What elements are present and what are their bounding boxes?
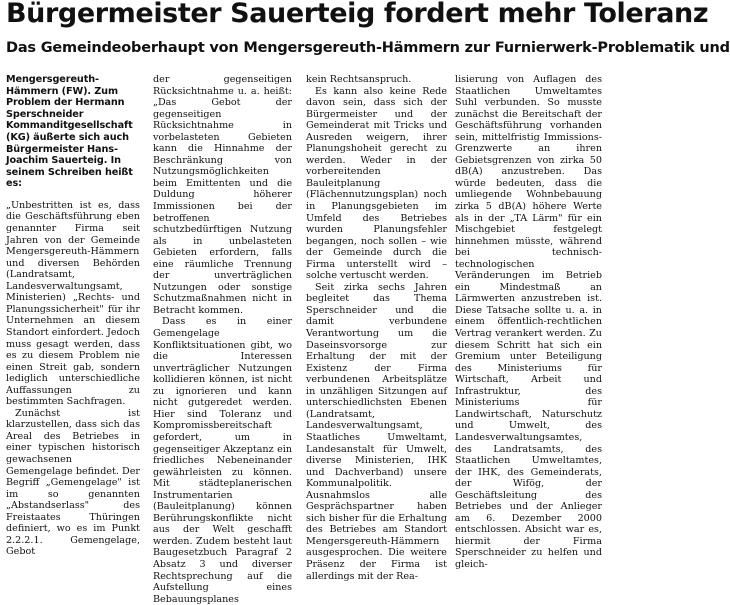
article-column-4 [455, 74, 602, 570]
article-lead: Mengersgereuth-Hämmern (FW). Zum Problem der Hermann Sperschneider Kommanditgesellschaft (KG) äußerte sich auch Bürgermeister Hans-Joachim Sauerteig. In seinem Schreiben heißt es: [6, 74, 133, 190]
paragraph: der gegenseitigen Rücksichtnahme u. a. heißt: „Das Gebot der gegenseitigen Rücksichtnahme in vorbelasteten Gebieten kann die Hinnahme der Beschränkung von Nutzungsmöglichkeiten beim Emittenten und die Duldung höherer Immissionen bei der betroffenen schutzbedürftigen Nutzung als in unbelasteten Gebieten erfordern, falls eine räumliche Trennung der unverträglichen Nutzungen oder sonstige Schutzmaßnahmen nicht in Betracht kommen. [153, 74, 292, 316]
article-column-1 [6, 74, 140, 558]
paragraph: Es kann also keine Rede davon sein, dass sich der Bürgermeister und der Gemeinderat mit Tricks und Ausreden weigern, ihrer Planungshoheit gerecht zu werden. Weder in der vorbereitenden Bauleitplanung (Flächennutzungsplan) noch in Planungsgebieten im Umfeld des Betriebes wurden Planungsfehler begangen, noch sollen – wie der Gemeinde durch die Firma unterstellt wird – solche vertuscht werden. [306, 85, 447, 282]
headline: Bürgermeister Sauerteig fordert mehr Toleranz [6, 0, 709, 29]
paragraph: Zunächst ist klarzustellen, dass sich das Areal des Betriebes in einer typischen historisch gewachsenen Gemengelage befindet. Der Begriff „Gemengelage" ist im so genannten „Abstandserlass" des Freistaates Thüringen definiert, wo es im Punkt 2.2.2.1. Gemengelage, Gebot [6, 407, 140, 558]
paragraph: Dass es in einer Gemengelage Konfliktsituationen gibt, wo die Interessen unverträglicher Nutzungen kollidieren können, ist nicht zu ignorieren und kann nicht gutgeredet werden. Hier sind Toleranz und Kompromissbereitschaft gefordert, um in gegenseitiger Akzeptanz ein friedliches Nebeneinander gewährleisten zu können. Mit städteplanerischen Instrumentarien (Bauleitplanung) können Berührungskonflikte nicht aus der Welt geschafft werden. Zudem besteht laut Baugesetzbuch Paragraf 2 Absatz 3 und diverser Rechtsprechung auf die Aufstellung eines Bebauungsplanes [153, 316, 292, 605]
article-column-3 [306, 74, 447, 582]
paragraph: „Unbestritten ist es, dass die Geschäftsführung eben genannter Firma seit Jahren von der Gemeinde Mengersgereuth-Hämmern und diversen Behörden (Landratsamt, Landesverwaltungsamt, Ministerien) „Rechts- und Planungssicherheit" für ihr Unternehmen an diesem Standort einfordert. Jedoch muss gesagt werden, dass es zu diesem Problem nie einen Streit gab, sondern lediglich unterschiedliche Auffassungen zu bestimmten Sachfragen. [6, 199, 140, 408]
paragraph: kein Rechtsanspruch. [306, 74, 412, 85]
subheadline: Das Gemeindeoberhaupt von Mengersgereuth-Hämmern zur Furnierwerk-Problematik und [6, 40, 730, 56]
article-column-2 [153, 74, 292, 605]
paragraph: lisierung von Auflagen des Staatlichen Umweltamtes Suhl verbunden. So musste zunächst die Bereitschaft der Geschäftsführung vorhanden sein, mittelfristig Immissions-Grenzwerte an ihren Gebietsgrenzen von zirka 50 dB(A) anzustreben. Das würde bedeuten, dass die umliegende Wohnbebauung zirka 5 dB(A) höhere Werte als in der „TA Lärm" für ein Mischgebiet festgelegt hinnehmen müsste, während bei technisch-technologischen Veränderungen im Betrieb ein Mindestmaß an Lärmwerten anzustreben ist. Diese Tatsache sollte u. a. in einem öffentlich-rechtlichen Vertrag verankert werden. Zu diesem Schritt hat sich ein Gremium unter Beteiligung des Ministeriums für Wirtschaft, Arbeit und Infrastruktur, des Ministeriums für Landwirtschaft, Naturschutz und Umwelt, des Landesverwaltungsamtes, des Landratsamts, des Staatlichen Umweltamtes, der IHK, des Gemeinderats, der Wifög, der Geschäftsleitung des Betriebes und der Anlieger am 6. Dezember 2000 entschlossen. Absicht war es, hiermit der Firma Sperschneider zu helfen und gleich- [455, 74, 602, 570]
paragraph: Seit zirka sechs Jahren begleitet das Thema Sperschneider und die damit verbundene Verantwortung um die Daseinsvorsorge zur Erhaltung der mit der Existenz der Firma verbundenen Arbeitsplätze in unzähligen Sitzungen auf unterschiedlichsten Ebenen (Landratsamt, Landesverwaltungsamt, Staatliches Umweltamt, Landesanstalt für Umwelt, diverse Ministerien, IHK und Dachverband) unsere Kommunalpolitik. Ausnahmslos alle Gesprächspartner haben sich bisher für die Erhaltung des Betriebes am Standort Mengersgereuth-Hämmern ausgesprochen. Die weitere Präsenz der Firma ist allerdings mit der Rea- [306, 281, 447, 582]
